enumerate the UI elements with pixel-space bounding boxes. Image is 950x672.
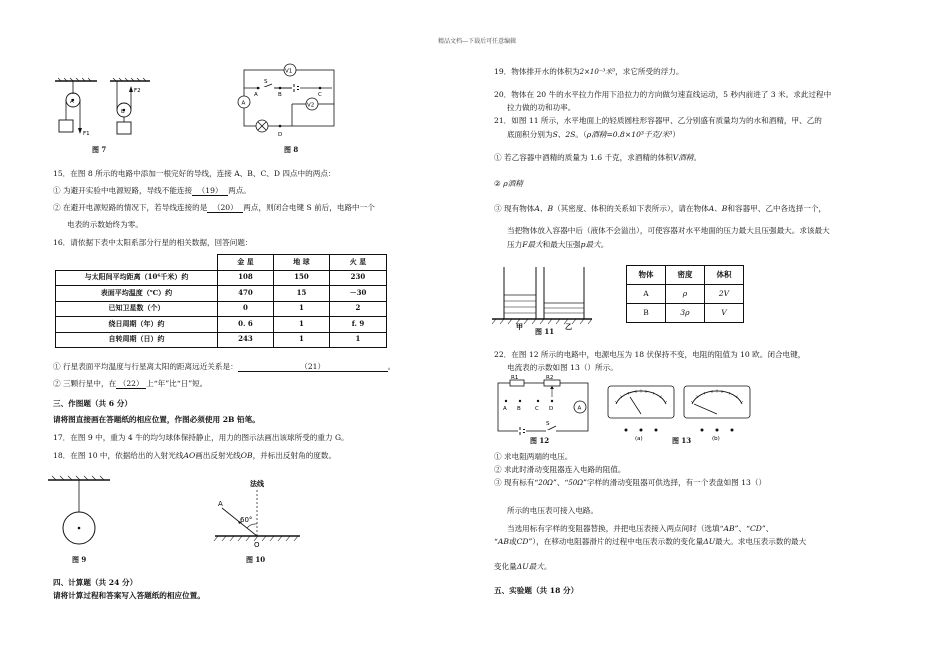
q16-sub1: ① 行星表面平均温度与行星离太阳的距离远近关系是： （21） 。 xyxy=(53,362,396,371)
q16-blank-21: （21） xyxy=(238,362,388,372)
fig13-b-label: (b) xyxy=(712,436,720,442)
fig12-r1: R1 xyxy=(511,375,519,381)
object-table-row: B 3ρ V xyxy=(627,304,744,323)
fig13-a-label: (a) xyxy=(635,436,643,442)
q21-line1: 21．如图 11 所示，水平地面上的轻质圆柱形容器甲、乙分别盛有质量均为的水和酒精，甲、乙的 xyxy=(494,116,822,125)
figure-10-reflection xyxy=(200,476,310,556)
q22-line1: 22．在图 12 所示的电路中，电源电压为 18 伏保持不变，电阻的阻值为 10 欧。闭合电键， xyxy=(494,350,806,359)
fig12-a: A xyxy=(503,406,507,412)
q21-sub2: ② ρ酒精 xyxy=(494,179,523,188)
fig10-o: O xyxy=(254,541,260,549)
fig8-b: B xyxy=(278,92,282,98)
q15-line3: ② 在避开电源短路的情况下，若导线连接的是 （20） 两点，则闭合电键 S 前后，电路中一个 xyxy=(53,203,375,212)
planet-table-header: 金 星 地 球 火 星 xyxy=(56,255,387,271)
q15-line1: 15．在图 8 所示的电路中添加一根完好的导线，连接 A、B、C、D 四点中的两点： xyxy=(53,169,336,178)
q22-sub3: ③ 现有标有“20Ω”、“50Ω”字样的滑动变阻器可供选择，有一个表盘如图 13（） xyxy=(494,478,767,487)
fig12-s: S xyxy=(546,421,550,427)
object-table xyxy=(626,265,744,323)
q15-line4: 电表的示数始终为零。 xyxy=(67,220,143,229)
fig8-v2: V2 xyxy=(307,102,315,109)
figure-9-ball xyxy=(48,476,118,556)
q21-sub3: ③ 现有物体A、B（其密度、体积的关系如下表所示），请在物体A、B和容器甲、乙中各选择一个， xyxy=(494,204,827,213)
figure-7-pulleys xyxy=(55,78,165,158)
fig10-normal-label: 法线 xyxy=(250,480,264,488)
planet-table-row: 已知卫星数（个） 0 1 2 xyxy=(56,301,387,317)
q22-sub2: ② 求此时滑动变阻器连入电路的阻值。 xyxy=(494,465,626,474)
q20-line1: 20．物体在 20 牛的水平拉力作用下沿拉力的方向做匀速直线运动，5 秒内前进了 3 米。求此过程中 xyxy=(494,90,832,99)
figure-8-circuit xyxy=(232,66,342,148)
q20-line2: 拉力做的功和功率。 xyxy=(507,103,576,112)
fig12-ammeter: A xyxy=(577,405,582,412)
fig7-label-f2: F2 xyxy=(134,88,141,94)
page-header: 精品文档---下载后可任意编辑 xyxy=(438,38,517,45)
meter-b xyxy=(684,386,750,442)
q15-blank-19: （19） xyxy=(192,186,228,196)
section-4-note: 请将计算过程和答案写入答题纸的相应位置。 xyxy=(53,591,205,600)
fig12-caption: 图 12 xyxy=(530,436,550,445)
section-5-title: 五、实验题（共 18 分） xyxy=(494,586,579,595)
q21-sub3-line3: 压力F最大和最大压强p最大。 xyxy=(507,240,609,249)
fig11-yi: 乙 xyxy=(565,323,572,331)
q22-sub1: ① 求电阻两端的电压。 xyxy=(494,452,573,461)
q15-line2: ① 为避开实验中电源短路，导线不能连接 （19） 两点。 xyxy=(53,186,251,195)
q22-line2: 电流表的示数如图 13（）所示。 xyxy=(507,363,618,372)
q16-line1: 16．请依据下表中太阳系部分行星的相关数据，回答问题： xyxy=(53,238,253,247)
q19-text: 19．物体排开水的体积为2×10⁻³米³，求它所受的浮力。 xyxy=(494,67,684,76)
figure-13-meters xyxy=(604,380,764,442)
q16-sub2: ② 三颗行星中，在 （22） 上“年”比“日”短。 xyxy=(53,379,208,388)
fig8-d: D xyxy=(278,132,283,138)
fig12-c: C xyxy=(535,406,539,412)
fig10-a: A xyxy=(218,500,223,508)
fig10-angle: 60° xyxy=(240,516,253,524)
fig11-caption: 图 11 xyxy=(535,327,555,336)
q16-blank-22: （22） xyxy=(116,379,146,389)
fig12-b: B xyxy=(517,406,521,412)
object-table-header: 物体 密度 体积 xyxy=(627,266,744,285)
fig9-caption: 图 9 xyxy=(72,555,87,564)
fig7-label-f1: F1 xyxy=(83,131,90,137)
fig13-caption: 图 13 xyxy=(672,436,692,445)
fig8-a: A xyxy=(254,92,258,98)
section-3-note: 请将图直接画在答题纸的相应位置，作图必须使用 2B 铅笔。 xyxy=(53,415,260,424)
planet-table-row: 绕日周期（年）约 0. 6 1 f. 9 xyxy=(56,317,387,333)
fig12-d: D xyxy=(549,406,554,412)
planet-table-row: 与太阳间平均距离（10⁶千米）约 108 150 230 xyxy=(56,270,387,286)
q21-line2: 底面积分别为S、2S。（ρ酒精=0.8×10³千克/米³） xyxy=(507,130,680,139)
fig8-c: C xyxy=(318,92,322,98)
fig7-label-a: A xyxy=(70,99,74,105)
q22-sub3-line4: “AB或CD”），在移动电阻器滑片的过程中电压表示数的变化量ΔU最大。求电压表示数的最大 xyxy=(494,537,807,546)
section-4-title: 四、计算题（共 24 分） xyxy=(53,578,138,587)
q21-sub1: ① 若乙容器中酒精的质量为 1.6 千克，求酒精的体积V酒精。 xyxy=(494,153,702,162)
q22-sub3-line2: 所示的电压表可接入电路。 xyxy=(507,506,599,515)
meter-a xyxy=(608,386,674,442)
fig7-label-b: B xyxy=(121,109,125,115)
fig12-r2: R2 xyxy=(546,375,554,381)
q15-blank-20: （20） xyxy=(207,203,243,213)
fig8-caption: 图 8 xyxy=(284,145,299,154)
fig8-s: S xyxy=(264,79,268,85)
planet-table xyxy=(55,254,387,348)
section-3-title: 三、作图题（共 6 分） xyxy=(53,399,132,408)
planet-table-row: 自转周期（日）约 243 1 1 xyxy=(56,332,387,348)
fig11-jia: 甲 xyxy=(516,323,523,331)
object-table-row: A ρ 2V xyxy=(627,285,744,304)
fig7-caption: 图 7 xyxy=(92,145,107,154)
svg-text:A: A xyxy=(241,100,246,107)
q18-text: 18．在图 10 中，依据给出的入射光线AO画出反射光线OB，并标出反射角的度数。 xyxy=(53,451,337,460)
fig10-caption: 图 10 xyxy=(246,555,266,564)
figure-12-circuit xyxy=(490,377,600,439)
q22-sub3-line5: 变化量ΔU最大。 xyxy=(494,562,552,571)
q22-sub3-line3: 当选用标有字样的变阻器替换，并把电压表接入两点间时（选填“AB”、“CD”、 xyxy=(507,524,774,533)
q21-sub3-line2: 当把物体放入容器中后（液体不会溢出），可使容器对水平地面的压力最大且压强最大。求该最大 xyxy=(507,226,830,235)
q17-text: 17．在图 9 中，重为 4 牛的均匀球体保持静止，用力的图示法画出该球所受的重力 G。 xyxy=(53,433,349,442)
fig8-v1: V1 xyxy=(285,68,293,75)
planet-table-row: 表面平均温度（℃）约 470 15 －30 xyxy=(56,286,387,302)
